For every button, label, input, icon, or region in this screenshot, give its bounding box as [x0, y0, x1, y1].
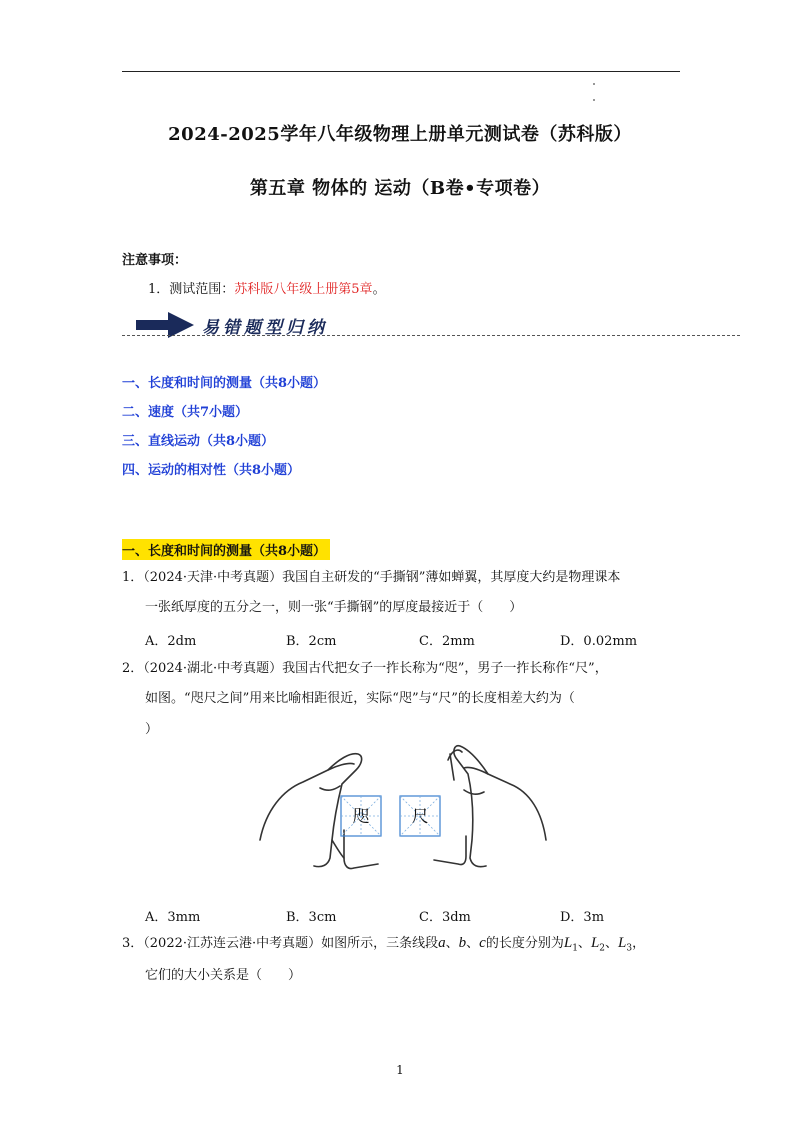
notice-item-prefix: 1．测试范围： [148, 282, 235, 297]
q3-sep: 、 [466, 936, 480, 951]
q3-prefix: 3．（2022·江苏连云港·中考真题）如图所示，三条线段 [122, 936, 439, 951]
toc-item-1[interactable]: 一、长度和时间的测量（共8小题） [122, 376, 327, 391]
question-2-line2: 如图。“咫尺之间”用来比喻相距很近，实际“咫”与“尺”的长度相差大约为（ [145, 691, 575, 706]
figure-char-chi: 尺 [411, 807, 429, 827]
section-heading: 一、长度和时间的测量（共8小题） [122, 539, 330, 560]
banner-title: 易错题型归纳 [202, 318, 328, 338]
notice-item-scope: 苏科版八年级上册第5章 [234, 282, 373, 297]
notice-heading: 注意事项： [122, 253, 188, 268]
section-banner [122, 310, 742, 344]
q2-option-c[interactable]: C．3dm [419, 910, 471, 925]
q3-L3-sub: 3 [626, 943, 633, 954]
question-1-line1: 1．（2024·天津·中考真题）我国自主研发的“手撕钢”薄如蝉翼，其厚度大约是物理课本 [122, 570, 621, 585]
hands-figure [258, 740, 548, 870]
question-3-line2: 它们的大小关系是（ ） [145, 968, 302, 983]
q3-comma: 、 [605, 936, 619, 951]
decor-dot [593, 83, 595, 85]
q3-comma: 、 [577, 936, 591, 951]
banner-divider [122, 335, 740, 336]
decor-dot [593, 99, 595, 101]
page-title: 2024-2025学年八年级物理上册单元测试卷（苏科版） [168, 124, 632, 145]
notice-item-suffix: 。 [372, 282, 386, 297]
toc-item-4[interactable]: 四、运动的相对性（共8小题） [122, 463, 301, 478]
q3-L2: L [590, 935, 600, 951]
q1-option-a[interactable]: A．2dm [145, 634, 197, 649]
q3-L1: L [563, 935, 573, 951]
q3-sep: 、 [445, 936, 459, 951]
q3-L1-sub: 1 [572, 943, 578, 954]
question-2-line1: 2．（2024·湖北·中考真题）我国古代把女子一拃长称为“咫”，男子一拃长称作“尺”， [122, 661, 608, 676]
q2-option-d[interactable]: D．3m [560, 910, 605, 925]
question-3-line1 [122, 934, 645, 958]
q1-option-b[interactable]: B．2cm [286, 634, 337, 649]
notice-item [148, 278, 386, 297]
toc-item-2[interactable]: 二、速度（共7小题） [122, 405, 249, 420]
header-rule [122, 71, 680, 72]
q2-option-a[interactable]: A．3mm [145, 910, 201, 925]
q3-L2-sub: 2 [599, 943, 606, 954]
page-number: 1 [396, 1063, 404, 1077]
question-2-line3: ） [145, 722, 159, 737]
q3-mid: 的长度分别为 [485, 936, 564, 951]
q3-var-b: b [458, 935, 467, 951]
page-subtitle: 第五章 物体的 运动（B卷•专项卷） [249, 178, 551, 199]
q3-L3: L [618, 935, 627, 951]
q2-option-b[interactable]: B．3cm [286, 910, 337, 925]
q3-var-c: c [479, 935, 486, 951]
question-1-line2: 一张纸厚度的五分之一，则一张“手撕钢”的厚度最接近于（ ） [145, 600, 523, 615]
q1-option-d[interactable]: D．0.02mm [560, 634, 638, 649]
q1-option-c[interactable]: C．2mm [419, 634, 475, 649]
figure-char-zhi: 咫 [352, 807, 370, 827]
q3-tail: ， [632, 936, 646, 951]
toc-item-3[interactable]: 三、直线运动（共8小题） [122, 434, 275, 449]
q3-var-a: a [438, 935, 446, 951]
hands-illustration [258, 740, 548, 870]
